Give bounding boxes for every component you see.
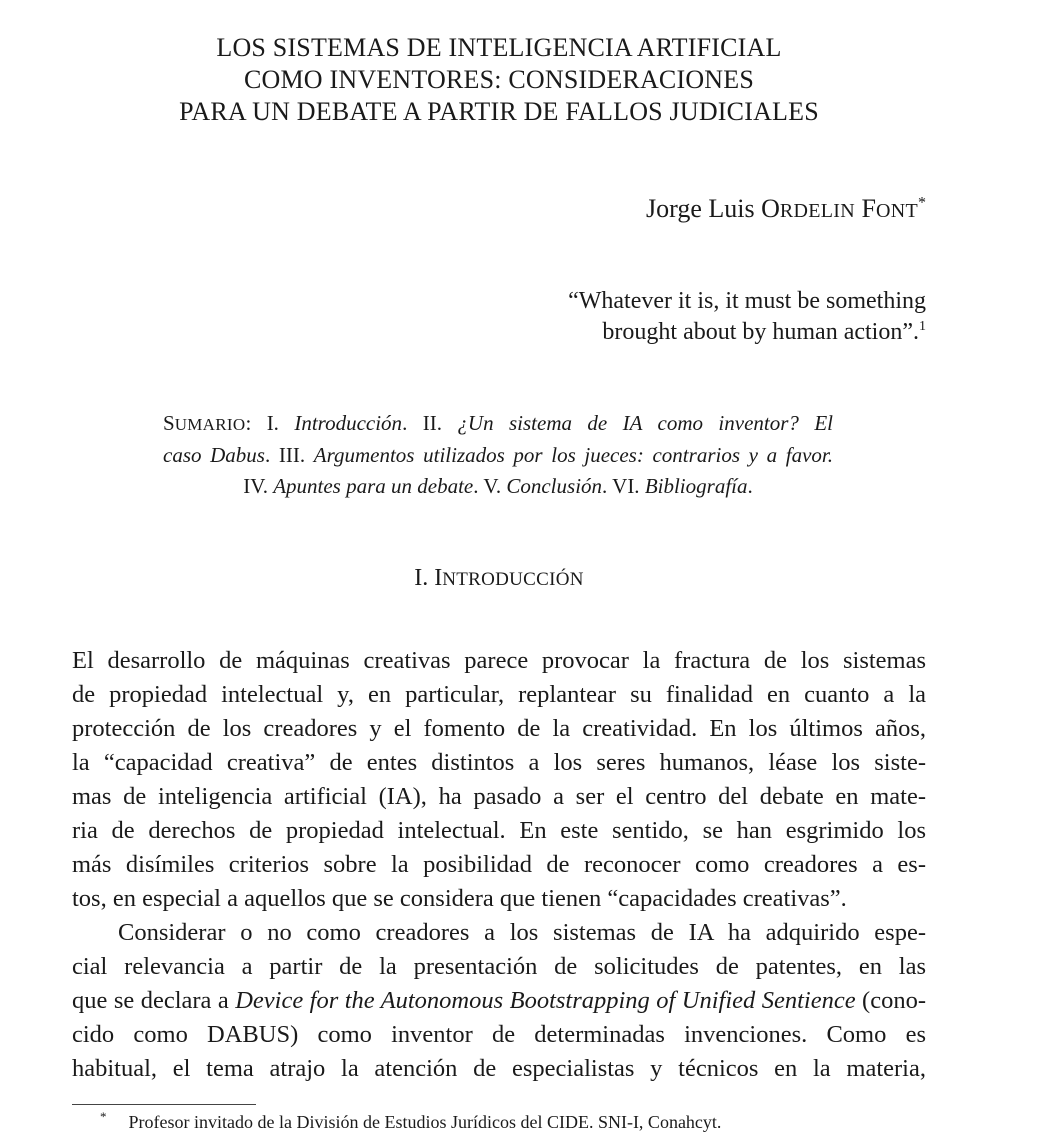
title-line: LOS SISTEMAS DE INTELIGENCIA ARTIFICIAL (216, 33, 782, 62)
sumario-line (163, 408, 833, 440)
body-line: ria de derechos de propiedad intelectual. En este sentido, se han esgrimido los (72, 817, 926, 844)
sumario-item-introduccion[interactable]: Introducción (294, 411, 403, 435)
footnote-mark: * (100, 1109, 107, 1124)
body-line: cido como DABUS) como inventor de determinadas invenciones. Como es (72, 1021, 926, 1048)
footnote (100, 1110, 721, 1134)
body-line: mas de inteligencia artificial (IA), ha pasado a ser el centro del debate en mate- (72, 783, 926, 810)
author-footnote-mark[interactable]: * (918, 194, 926, 212)
sumario-text: . VI. (602, 474, 645, 498)
author-surname2-rest: ONT (875, 200, 918, 222)
epigraph (568, 286, 926, 348)
epigraph-footnote-ref[interactable]: 1 (919, 319, 926, 334)
dabus-full-name: Device for the Autonomous Bootstrapping of Unified Sentience (235, 987, 856, 1014)
sumario-line (163, 440, 833, 471)
section-title-initial: I (434, 565, 443, 591)
sumario-text: IV. (243, 474, 274, 498)
epigraph-line: brought about by human action”. (602, 319, 919, 345)
body-line: la “capacidad creativa” de entes distintos a los seres humanos, léase los siste- (72, 749, 926, 776)
body-text-span: (cono- (855, 987, 926, 1014)
sumario-item-conclusion[interactable]: Conclusión (506, 474, 603, 498)
body-text (72, 644, 926, 1086)
sumario-label-initial: S (163, 411, 175, 435)
body-line: El desarrollo de máquinas creativas parece provocar la fractura de los sistemas (72, 647, 926, 674)
section-title-rest: NTRODUCCIÓN (442, 569, 584, 590)
author-surname-initial: O (761, 194, 780, 223)
sumario-item-argumentos[interactable]: Argumentos utilizados por los jueces: contrarios y a favor. (313, 443, 833, 467)
sumario-text: . V. (473, 474, 507, 498)
body-line: cial relevancia a partir de la presentación de solicitudes de patentes, en las (72, 953, 926, 980)
sumario-text: . (747, 474, 753, 498)
sumario-line (163, 471, 833, 502)
sumario-item-caso-dabus-cont[interactable]: caso Dabus (163, 443, 265, 467)
body-line: protección de los creadores y el fomento de la creatividad. En los últimos años, (72, 715, 926, 742)
section-heading-introduccion (0, 562, 998, 596)
sumario-text: . III. (264, 443, 314, 467)
section-number: I. (414, 565, 435, 591)
title-line: PARA UN DEBATE A PARTIR DE FALLOS JUDICIALES (179, 97, 819, 126)
sumario-item-bibliografia[interactable]: Bibliografía (644, 474, 748, 498)
sumario-text: . II. (402, 411, 458, 435)
author-given-name: Jorge Luis (646, 194, 762, 223)
author-surname-rest: RDELIN (779, 200, 856, 222)
title-line: COMO INVENTORES: CONSIDERACIONES (243, 65, 755, 94)
body-line: habitual, el tema atrajo la atención de especialistas y técnicos en la materia, (72, 1055, 926, 1082)
body-line: de propiedad intelectual y, en particular, replantear su finalidad en cuanto a la (72, 681, 926, 708)
sumario-label-rest: UMARIO (174, 415, 246, 434)
sumario-item-caso-dabus[interactable]: ¿Un sistema de IA como inventor? El (457, 411, 833, 435)
sumario-item-apuntes[interactable]: Apuntes para un debate (273, 474, 474, 498)
footnote-divider (72, 1104, 256, 1105)
article-title (0, 32, 998, 128)
body-line: más disímiles criterios sobre la posibilidad de reconocer como creadores a es- (72, 851, 926, 878)
sumario-text: : I. (245, 411, 295, 435)
footnote-text: Profesor invitado de la División de Estudios Jurídicos del CIDE. SNI-I, Conahcyt. (128, 1112, 722, 1132)
body-line (72, 984, 926, 1018)
body-line: Considerar o no como creadores a los sistemas de IA ha adquirido espe- (118, 919, 926, 946)
author-name (646, 193, 926, 227)
author-surname2-initial: F (861, 194, 876, 223)
epigraph-line: “Whatever it is, it must be something (568, 288, 926, 314)
sumario (163, 408, 833, 502)
body-text-span: que se declara a (72, 987, 236, 1014)
body-line: tos, en especial a aquellos que se considera que tienen “capacidades creativas”. (72, 885, 847, 912)
